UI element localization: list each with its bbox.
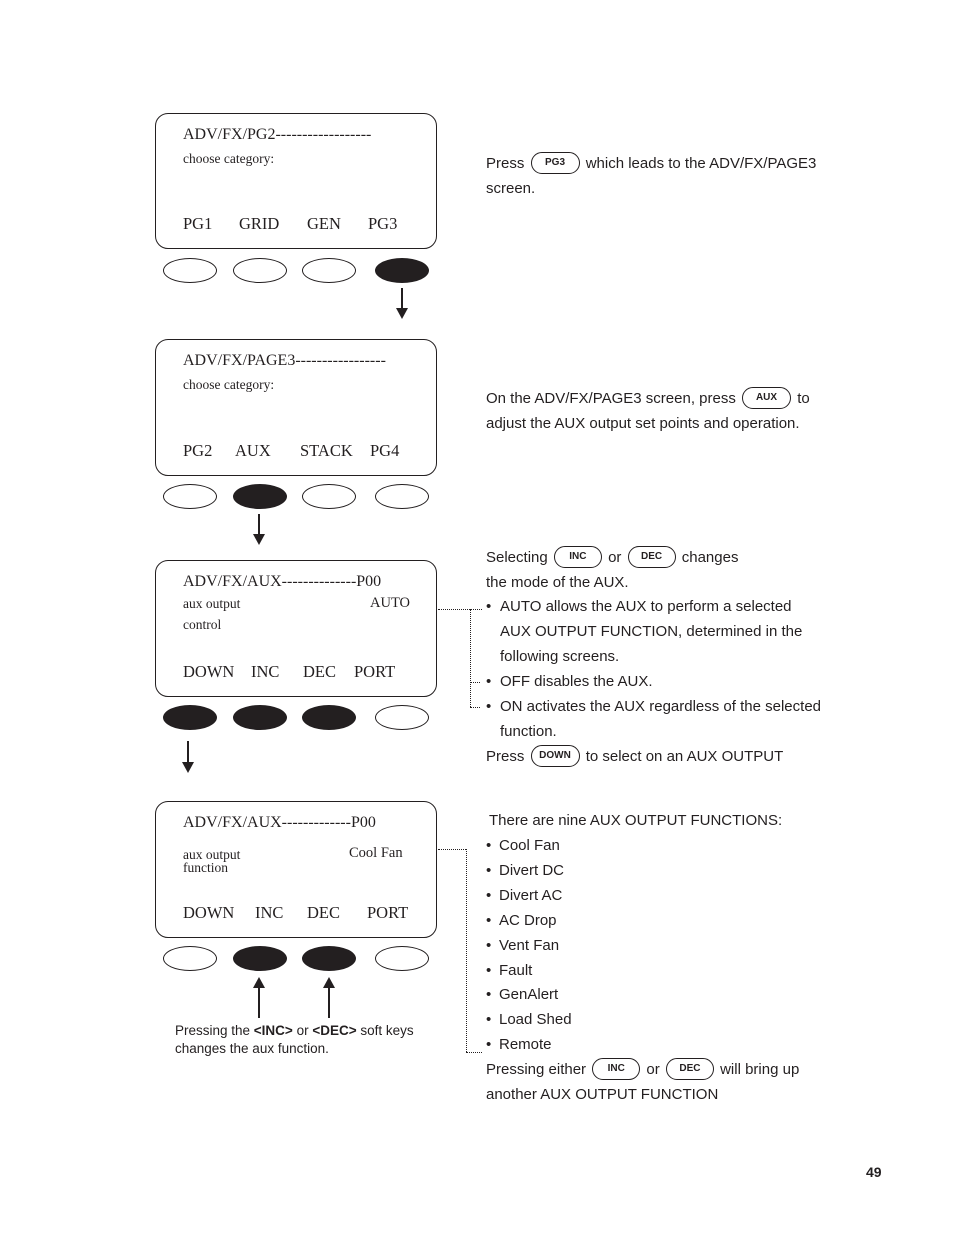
softkey-4 <box>375 946 429 971</box>
softkey-3-pressed <box>302 946 356 971</box>
lcd-screen-page3 <box>155 339 437 476</box>
screen-value: Cool Fan <box>349 845 403 861</box>
connector-line <box>466 1052 482 1053</box>
lcd-screen-aux-control <box>155 560 437 697</box>
screen-value: AUTO <box>370 595 411 611</box>
connector-line <box>470 609 471 707</box>
softkey-label-pg4: PG4 <box>370 441 400 460</box>
down-key-icon: DOWN <box>531 745 580 767</box>
softkey-label-down: DOWN <box>183 903 235 922</box>
softkey-1 <box>163 946 217 971</box>
softkey-4 <box>375 705 429 730</box>
arrow-up-icon <box>328 986 330 1018</box>
softkey-1-pressed <box>163 705 217 730</box>
arrow-down-icon <box>258 514 260 536</box>
softkey-label-dec: DEC <box>303 662 336 681</box>
softkey-label-dec: DEC <box>307 903 340 922</box>
dec-key-icon: DEC <box>666 1058 714 1080</box>
dec-key-icon: DEC <box>628 546 676 568</box>
softkey-label-grid: GRID <box>239 214 280 233</box>
softkey-3 <box>302 484 356 509</box>
softkey-label-port: PORT <box>367 903 409 922</box>
softkey-4-pressed <box>375 258 429 283</box>
page-number: 49 <box>866 1164 882 1180</box>
softkey-label-aux: AUX <box>235 441 271 460</box>
arrow-down-icon <box>401 288 403 310</box>
softkey-2-pressed <box>233 946 287 971</box>
softkey-label-stack: STACK <box>300 441 353 460</box>
arrow-down-icon <box>187 741 189 764</box>
softkey-1 <box>163 258 217 283</box>
softkey-3-pressed <box>302 705 356 730</box>
paragraph-next-function: Pressing either INC or DEC will bring up another AUX OUTPUT FUNCTION <box>486 1057 799 1107</box>
inc-key-icon: INC <box>554 546 602 568</box>
screen-subtitle-line2: control <box>183 617 222 632</box>
softkey-2-pressed <box>233 484 287 509</box>
softkey-label-port: PORT <box>354 662 396 681</box>
softkey-3 <box>302 258 356 283</box>
screen-subtitle: aux output <box>183 847 241 862</box>
screen-title: ADV/FX/PG2------------------ <box>183 126 372 143</box>
softkey-label-inc: INC <box>251 662 280 681</box>
softkey-label-inc: INC <box>255 903 284 922</box>
screen-subtitle: choose category: <box>183 151 275 166</box>
paragraph-down: Press DOWN to select on an AUX OUTPUT <box>486 744 783 769</box>
softkey-label-pg3: PG3 <box>368 214 398 233</box>
softkey-2-pressed <box>233 705 287 730</box>
screen-subtitle: aux output <box>183 596 241 611</box>
lcd-screen-pg2 <box>155 113 437 249</box>
paragraph-pg3: Press PG3 which leads to the ADV/FX/PAGE3 screen. <box>486 151 816 201</box>
softkey-label-down: DOWN <box>183 662 235 681</box>
pg3-key-icon: PG3 <box>531 152 580 174</box>
softkey-caption: Pressing the <INC> or <DEC> soft keys changes the aux function. <box>175 1023 414 1056</box>
connector-line <box>438 849 466 850</box>
softkey-label-gen: GEN <box>307 214 341 233</box>
paragraph-mode: Selecting INC or DEC changes the mode of the AUX. <box>486 545 738 595</box>
screen-title: ADV/FX/AUX--------------P00 <box>183 573 382 590</box>
aux-key-icon: AUX <box>742 387 791 409</box>
arrow-up-icon <box>258 986 260 1018</box>
inc-key-icon: INC <box>592 1058 640 1080</box>
softkey-label-pg1: PG1 <box>183 214 213 233</box>
softkey-4 <box>375 484 429 509</box>
functions-heading: There are nine AUX OUTPUT FUNCTIONS: <box>489 812 783 829</box>
connector-line <box>470 707 480 708</box>
connector-line <box>438 609 482 610</box>
connector-line <box>470 682 480 683</box>
screen-title: ADV/FX/AUX-------------P00 <box>183 814 376 831</box>
screen-title: ADV/FX/PAGE3----------------- <box>183 352 386 369</box>
screen-subtitle: choose category: <box>183 377 275 392</box>
softkey-label-pg2: PG2 <box>183 441 213 460</box>
lcd-screen-aux-function <box>155 801 437 938</box>
softkey-2 <box>233 258 287 283</box>
screen-subtitle-line2: function <box>183 860 228 875</box>
connector-line <box>466 849 467 1052</box>
softkey-1 <box>163 484 217 509</box>
paragraph-aux: On the ADV/FX/PAGE3 screen, press AUX to adjust the AUX output set points and operation. <box>486 386 810 436</box>
